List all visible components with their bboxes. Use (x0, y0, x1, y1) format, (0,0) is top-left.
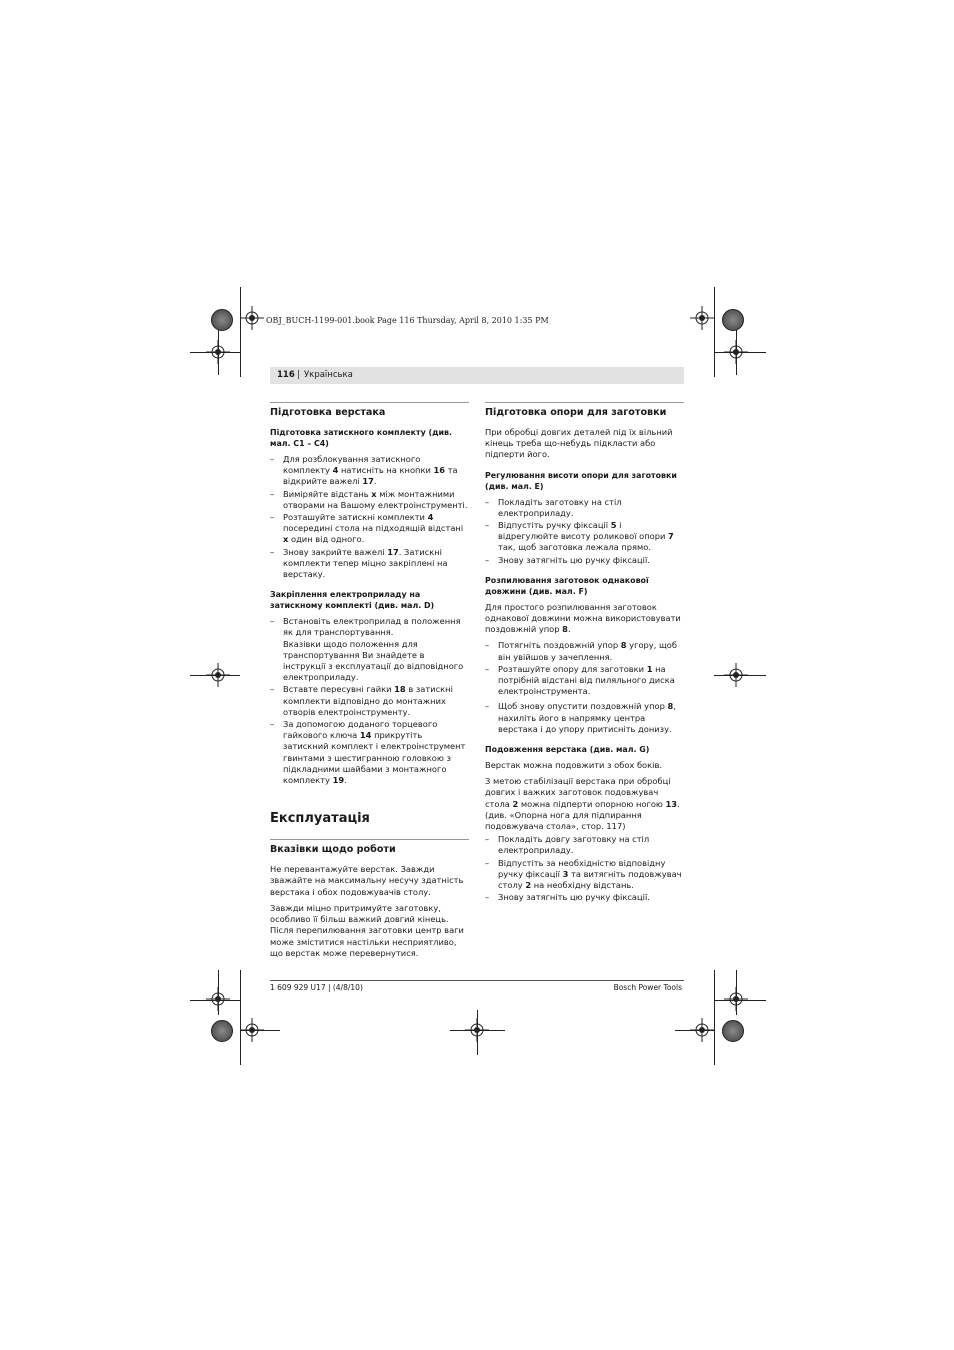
footer-doc-number: 1 609 929 U17 | (4/8/10) (270, 983, 363, 992)
section-title-workpiece-support: Підготовка опори для заготовки (485, 402, 684, 419)
list-item: – Відпустіть за необхідністю відповідну ручку фіксації 3 та витягніть подовжувач столу 2 на необхідну відстань. (485, 858, 684, 892)
list-item: – Встановіть електроприлад в положення як для транспортування. Вказівки щодо положення для транспортування Ви знайдете в інструкції з експлуатації до відповідного електроприладу. (270, 616, 469, 683)
registration-mark-icon (724, 340, 748, 364)
paragraph: З метою стабілізації верстака при обробці довгих і важких заготовок подовжувач стола 2 можна підперти опорною ногою 13. (див. «Опорна нога для підпирання подовжувача стола», стор. 117) (485, 776, 684, 832)
language-label: Українська (304, 370, 353, 380)
paragraph: При обробці довгих деталей під їх вільний кінець треба що-небудь підкласти або підперти його. (485, 427, 673, 460)
footer-rule (270, 980, 684, 981)
list-item: – Виміряйте відстань x між монтажними отворами на Вашому електроінструменті. (270, 489, 469, 511)
page-number: 116 (277, 370, 295, 380)
equal-length-steps (485, 640, 684, 735)
right-column (485, 402, 684, 913)
subsection-title-mounting-tool: Закріплення електроприладу на затискному комплекті (див. мал. D) (270, 590, 435, 611)
list-item: – Вставте пересувні гайки 18 в затискні комплекти відповідно до монтажних отворів електроінструменту. (270, 684, 469, 718)
list-item: – Знову закрийте важелі 17. Затискні комплекти тепер міцно закріплені на верстаку. (270, 547, 469, 581)
list-item: – Потягніть поздовжній упор 8 угору, щоб він увійшов у зачеплення. (485, 640, 684, 662)
print-slug: OBJ_BUCH-1199-001.book Page 116 Thursday, April 8, 2010 1:35 PM (266, 316, 549, 325)
print-color-dot-top-right (722, 309, 744, 331)
header-separator: | (297, 370, 300, 380)
clamp-prep-steps (270, 454, 469, 580)
subsection-title-clamp-prep: Підготовка затискного комплекту (див. мал. C1 – C4) (270, 428, 452, 448)
list-item: – Покладіть довгу заготовку на стіл електроприладу. (485, 834, 684, 856)
list-item: – Відпустіть ручку фіксації 5 і відрегулюйте висоту роликової опори 7 так, щоб заготовка лежала прямо. (485, 520, 684, 554)
section-title-work-tips: Вказівки щодо роботи (270, 839, 469, 856)
registration-mark-icon (240, 1018, 264, 1042)
registration-mark-icon (690, 1018, 714, 1042)
list-item: – Щоб знову опустити поздовжній упор 8, нахиліть його в напрямку центра верстака і до упору притисніть донизу. (485, 701, 684, 735)
support-height-steps (485, 497, 684, 566)
list-item: – Розташуйте опору для заготовки 1 на потрібній відстані від пиляльного диска електроінструмента. (485, 664, 684, 698)
registration-mark-icon (206, 663, 230, 687)
subsection-title-extension: Подовження верстака (див. мал. G) (485, 745, 650, 755)
list-item-note: Вказівки щодо положення для транспортування Ви знайдете в інструкції з експлуатації до відповідного електроприладу. (283, 638, 464, 683)
registration-mark-icon (465, 1018, 489, 1042)
paragraph: Верстак можна подовжити з обох боків. (485, 760, 662, 771)
print-color-dot-top-left (211, 309, 233, 331)
paragraph: Для простого розпилювання заготовок однакової довжини можна використовувати поздовжній упор 8. (485, 601, 681, 635)
list-item: – Для розблокування затискного комплекту 4 натисніть на кнопки 16 та відкрийте важелі 17. (270, 454, 469, 488)
mounting-steps (270, 616, 469, 786)
registration-mark-icon (240, 306, 264, 330)
footer-brand: Bosch Power Tools (613, 983, 682, 992)
paragraph: Не перевантажуйте верстак. Завжди зважайте на максимальну несучу здатність верстака і обох подовжувачів столу. (270, 864, 464, 897)
cross-reference: (див. «Опорна нога для підпирання подовжувача стола», стор. 117) (485, 809, 642, 832)
subsection-title-support-height: Регулювання висоти опори для заготовки (див. мал. E) (485, 470, 677, 491)
list-item: – Знову затягніть цю ручку фіксації. (485, 892, 684, 903)
page-header (270, 367, 684, 384)
registration-mark-icon (724, 987, 748, 1011)
registration-mark-icon (690, 306, 714, 330)
section-title-workbench-prep: Підготовка верстака (270, 402, 469, 419)
list-item: – Знову затягніть цю ручку фіксації. (485, 555, 684, 566)
registration-mark-icon (206, 987, 230, 1011)
section-title-operation: Експлуатація (270, 811, 370, 827)
left-column (270, 402, 469, 964)
list-item: – За допомогою доданого торцевого гайкового ключа 14 прикрутіть затискний комплект і електроінструмент гвинтами з шестигранною головкою з підкладними шайбами з монтажного комплекту 19. (270, 719, 469, 786)
registration-mark-icon (724, 663, 748, 687)
paragraph: Завжди міцно притримуйте заготовку, особливо її більш важкий довгий кінець. Після перепилювання заготовки центр ваги може зміститися настільки несприятливо, що верстак може перевернутися. (270, 902, 464, 958)
list-item: – Покладіть заготовку на стіл електроприладу. (485, 497, 684, 519)
registration-mark-icon (206, 340, 230, 364)
print-color-dot-bottom-left (211, 1020, 233, 1042)
extension-steps (485, 834, 684, 903)
list-item: – Розташуйте затискні комплекти 4 посередині стола на підходящій відстані x один від одного. (270, 512, 469, 546)
print-color-dot-bottom-right (722, 1020, 744, 1042)
subsection-title-equal-length: Розпилювання заготовок однакової довжини (див. мал. F) (485, 575, 649, 596)
